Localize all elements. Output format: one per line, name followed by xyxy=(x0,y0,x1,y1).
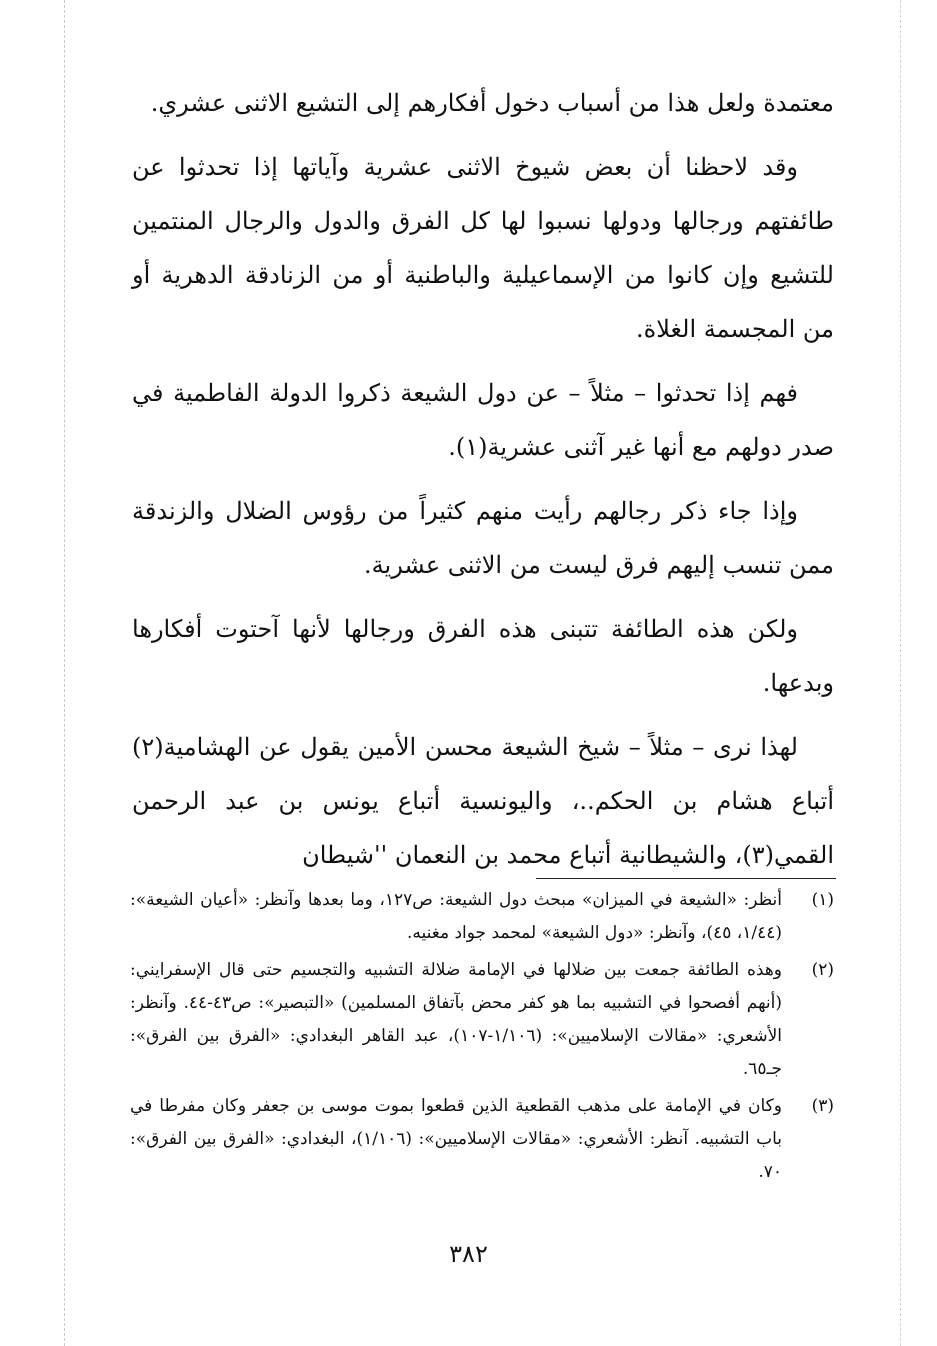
paragraph-3: فهم إذا تحدثوا – مثلاً – عن دول الشيعة ذكروا الدولة الفاطمية في صدر دولهم مع أنها غير آثنى عشرية(١). xyxy=(132,379,834,461)
footnote-text: وهذه الطائفة جمعت بين ضلالها في الإمامة ضلالة التشبيه والتجسيم حتى قال الإسفرايني: (أنهم أفصحوا في التشبيه بما هو كفر محض بآتفاق المسلمين) «التبصير»: ص٤٣-٤٤. وآنظر: الأشعري: «مقالات الإسلاميين»: (١/١٠٦-١٠٧)، عبد القاهر البغدادي: «الفرق بين الفرق»: جـ٦٥. xyxy=(130,960,782,1079)
paragraph-1: معتمدة ولعل هذا من أسباب دخول أفكارهم إلى التشيع الاثنى عشري. xyxy=(150,89,834,117)
scan-fold-line-right xyxy=(900,0,901,1346)
page-number: ٣٨٢ xyxy=(449,1240,488,1268)
footnote-2 xyxy=(130,954,834,1086)
scan-fold-line-left xyxy=(64,0,65,1346)
paragraph-2: وقد لاحظنا أن بعض شيوخ الاثنى عشرية وآياتها إذا تحدثوا عن طائفتهم ورجالها ودولها نسبوا لها كل الفرق والدول والرجال المنتمين للتشيع وإن كانوا من الإسماعيلية والباطنية أو من الزنادقة الدهرية أو من المجسمة الغلاة. xyxy=(132,153,834,343)
footnote-number: (٣) xyxy=(811,1096,834,1116)
main-text xyxy=(132,76,834,892)
footnote-text: أنظر: «الشيعة في الميزان» مبحث دول الشيعة: ص١٢٧، وما بعدها وآنظر: «أعيان الشيعة»: (١/٤٤، ٤٥)، وآنظر: «دول الشيعة» لمحمد جواد مغنيه. xyxy=(130,890,782,943)
footnote-number: (٢) xyxy=(811,960,834,980)
footnote-text: وكان في الإمامة على مذهب القطعية الذين قطعوا بموت موسى بن جعفر وكان مفرطا في باب التشبيه. آنظر: الأشعري: «مقالات الإسلاميين»: (١/١٠٦)، البغدادي: «الفرق بين الفرق»: ٧٠. xyxy=(130,1096,782,1182)
footnote-number: (١) xyxy=(811,890,834,910)
footnote-1 xyxy=(130,884,834,950)
footnote-3 xyxy=(130,1090,834,1189)
paragraph-5: ولكن هذه الطائفة تتبنى هذه الفرق ورجالها لأنها آحتوت أفكارها وبدعها. xyxy=(132,615,834,697)
footnotes xyxy=(130,884,834,1193)
footnote-separator xyxy=(536,878,836,879)
paragraph-6: لهذا نرى – مثلاً – شيخ الشيعة محسن الأمين يقول عن الهشامية(٢) أتباع هشام بن الحكم..، واليونسية أتباع يونس بن عبد الرحمن القمي(٣)، والشيطانية أتباع محمد بن النعمان ''شيطان xyxy=(132,733,834,869)
paragraph-4: وإذا جاء ذكر رجالهم رأيت منهم كثيراً من رؤوس الضلال والزندقة ممن تنسب إليهم فرق ليست من الاثنى عشرية. xyxy=(132,497,834,579)
